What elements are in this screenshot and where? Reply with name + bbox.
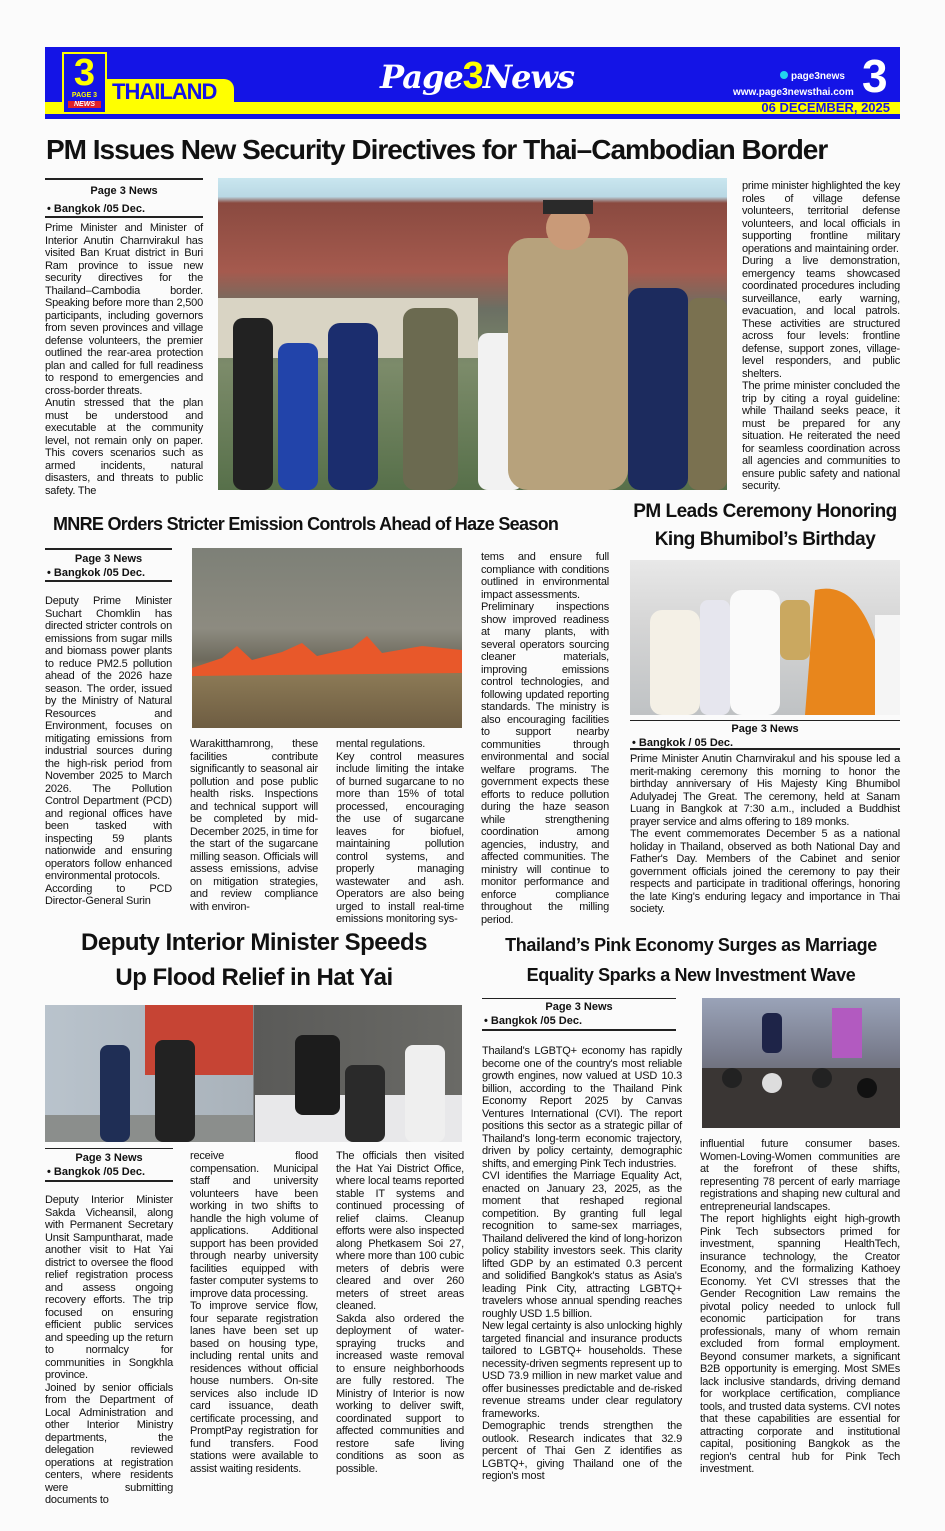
paragraph: tems and ensure full compliance with conditions outlined in environmental impact assessments. xyxy=(481,551,609,601)
byline-dateline: • Bangkok /05 Dec. xyxy=(47,567,146,579)
headline-line: PM Leads Ceremony Honoring xyxy=(633,501,897,522)
article-column xyxy=(45,595,172,908)
social-text: page3news xyxy=(791,71,845,82)
article-column xyxy=(742,180,900,493)
paragraph: Deputy Prime Minister Suchart Chomklin has directed stricter controls on emissions from sugar mills and biomass power plants to reduce PM2.5 pollution ahead of the 2026 haze season. The order, issued by the Ministry of Natural Resources and Environment, focuses on mitigating emissions from industrial sources during the high-risk period from November 2025 to March 2026. The Pollution Control Department (PCD) and regional offices have been tasked with inspecting 59 plants nationwide and ensuring operators follow enhanced environmental protocols. xyxy=(45,595,172,882)
paragraph: CVI identifies the Marriage Equality Act, enacted on January 23, 2025, as the moment that reshaped regional competition. By granting full legal recognition to same-sex marriages, Thailand delivered the kind of long-horizon policy stability investors seek. This clarity lifted GDP by an estimated 0.3 percent and solidified Bangkok's status as Asia's leading Pink City, attracting LGBTQ+ travelers whose annual spending reaches roughly USD 1.5 billion. xyxy=(482,1170,682,1320)
article-column xyxy=(700,1138,900,1476)
paragraph: The event commemorates December 5 as a national holiday in Thailand, observed as both National Day and Father's Day. Members of the Cabinet and senior government officials joined the ceremony to pay their respects and participate in traditional offerings, honoring the late King's enduring legacy and importance in Thai society. xyxy=(630,828,900,915)
logo-number: 3 xyxy=(73,52,96,94)
photo-flames xyxy=(192,548,462,728)
photo-flood-relief xyxy=(45,1005,462,1142)
social-handle[interactable] xyxy=(780,71,845,82)
byline xyxy=(45,1148,173,1182)
paragraph: During a live demonstration, emergency teams showcased coordinated procedures including surveillance, early warning, evacuation, and local patrols. These activities are structured across four levels: frontline defense, support zones, village-level responders, and public shelters. xyxy=(742,255,900,380)
headline-line: King Bhumibol’s Birthday xyxy=(654,529,876,550)
byline-dateline: • Bangkok /05 Dec. xyxy=(47,1166,146,1178)
article-column xyxy=(630,753,900,916)
paragraph: Deputy Interior Minister Sakda Vicheansil, along with Permanent Secretary Unsit Sampuntharat, made another visit to Hat Yai district to oversee the flood relief registration process and assess ongoing recovery efforts. The trip focused on ensuring efficient public services and speeding up the return to normalcy for communities in Songkhla province. xyxy=(45,1194,173,1381)
byline-dateline: • Bangkok / 05 Dec. xyxy=(632,737,734,749)
byline xyxy=(45,548,172,582)
photo-figures xyxy=(630,560,900,715)
section-tab xyxy=(104,79,234,105)
byline-source: Page 3 News xyxy=(731,723,799,735)
masthead-right: News xyxy=(482,58,574,96)
headline-flood-relief xyxy=(45,925,463,995)
article-column xyxy=(336,738,464,926)
website-link[interactable]: www.page3newsthai.com xyxy=(733,87,854,98)
byline xyxy=(482,998,676,1031)
article-column xyxy=(481,551,609,926)
headline-line: Thailand’s Pink Economy Surges as Marriage xyxy=(505,935,877,955)
headline-ceremony xyxy=(630,498,900,554)
logo-ribbon: NEWS xyxy=(68,101,101,108)
headline-line: Up Flood Relief in Hat Yai xyxy=(115,964,393,991)
paragraph: prime minister highlighted the key roles of village defense volunteers, territorial defense volunteers, and local officials in supporting frontline military operations and maintaining order. xyxy=(742,180,900,255)
paragraph: influential future consumer bases. Women-Loving-Women communities are at the forefront of these shifts, representing 78 percent of early marriage registrations and shaping new cultural and entrepreneurial landscapes. xyxy=(700,1138,900,1213)
issue-date: 06 DECEMBER, 2025 xyxy=(761,100,890,115)
headline-pink-economy xyxy=(482,930,900,990)
paragraph: receive flood compensation. Municipal staff and university volunteers have been working in two shifts to handle the high volume of applications. Additional support has been provided through nearby university facilities equipped with faster computer systems to improve data processing. xyxy=(190,1150,318,1300)
paragraph: Key control measures include limiting the intake of burned sugarcane to no more than 15% of total processed, encouraging the use of sugarcane leaves for biofuel, maintaining pollution control systems, and properly managing wastewater and ash. Operators are also being urged to install real-time emissions monitoring sys- xyxy=(336,750,464,925)
masthead-title xyxy=(380,52,580,102)
byline-source: Page 3 News xyxy=(90,185,158,197)
byline xyxy=(630,720,900,750)
article-column xyxy=(45,222,203,497)
masthead-left: Page xyxy=(380,58,463,96)
paragraph: Joined by senior officials from the Department of Local Administration and other Interior Ministry departments, the delegation reviewed operations at registration centers, where residents were submitting documents to xyxy=(45,1381,173,1506)
byline-dateline: • Bangkok /05 Dec. xyxy=(47,203,146,215)
paragraph: Thailand's LGBTQ+ economy has rapidly become one of the country's most reliable growth engines, now valued at USD 10.3 billion, according to the Thailand Pink Economy Report 2025 by Canvas Ventures International (CVI). The report positions this sector as a strategic pillar of Thailand's long-term economic trajectory, driven by policy certainty, demographic shifts, and emerging Pink Tech industries. xyxy=(482,1045,682,1170)
article-column xyxy=(482,1045,682,1483)
masthead-num: 3 xyxy=(462,55,483,97)
article-column xyxy=(336,1150,464,1475)
article-column xyxy=(190,738,318,913)
paragraph: Preliminary inspections show improved readiness at many plants, with several operators sourcing cleaner materials, improving emissions control technologies, and following updated reporting standards. The ministry is also encouraging facilities to support nearby communities through environmental and social welfare programs. The government expects these efforts to reduce pollution during the haze season while strengthening coordination among agencies, industry, and affected communities. The ministry will continue to monitor performance and enforce compliance throughout the milling period. xyxy=(481,601,609,926)
article-column xyxy=(190,1150,318,1475)
article-column xyxy=(45,1194,173,1507)
paragraph: mental regulations. xyxy=(336,738,426,750)
photo-field-fire xyxy=(192,548,462,728)
byline-source: Page 3 News xyxy=(545,1001,613,1013)
section-label: THAILAND xyxy=(112,79,217,104)
paragraph: Sakda also ordered the deployment of water-spraying trucks and increased waste removal to ensure neighborhoods are fully restored. The Ministry of Interior is now working to deliver swift, coordinated support to affected communities and restore safe living conditions as soon as possible. xyxy=(336,1312,464,1475)
paragraph: According to PCD Director-General Surin xyxy=(45,882,172,907)
photo-pm-salute xyxy=(218,178,727,490)
paragraph: The officials then visited the Hat Yai District Office, where local teams reported stable IT systems and continued processing of relief claims. Cleanup efforts were also inspected along Phetkasem Soi 27, where more than 100 cubic meters of debris were cleared and over 260 meters of street areas cleaned. xyxy=(336,1150,464,1312)
paragraph: Prime Minister and Minister of Interior Anutin Charnvirakul has visited Ban Kruat district in Buri Ram province to issue new security directives for the Thailand–Cambodia border. Speaking before more than 2,500 participants, including governors from seven provinces and village defense volunteers, the premier outlined the rear-area protection plan and called for full readiness to respond to emergencies and cross-border threats. xyxy=(45,222,203,397)
paragraph: Demographic trends strengthen the outlook. Research indicates that 32.9 percent of Thai Gen Z identifies as LGBTQ+, giving Thailand one of the region's most xyxy=(482,1420,682,1482)
paragraph: Prime Minister Anutin Charnvirakul and his spouse led a merit-making ceremony this morning to honor the birthday anniversary of His Majesty King Bhumibol Adulyadej The Great. The ceremony, held at Sanam Luang in Bangkok at 7:30 a.m., included a Buddhist prayer service and alms offering to 189 monks. xyxy=(630,753,900,828)
photo-merit-ceremony xyxy=(630,560,900,715)
headline-line: Equality Sparks a New Investment Wave xyxy=(526,965,856,985)
headline-mnre: MNRE Orders Stricter Emission Controls Ahead of Haze Season xyxy=(53,514,559,534)
paragraph: Anutin stressed that the plan must be understood and executable at the community level, not remain only on paper. This covers scenarios such as armed incidents, natural disasters, and threats to public safety. The xyxy=(45,397,203,497)
photo-figures xyxy=(45,1005,462,1142)
byline xyxy=(45,178,203,218)
photo-pink-economy-event xyxy=(702,998,900,1128)
paragraph: The prime minister concluded the trip by citing a royal guideline: while Thailand seeks peace, it must be prepared for any situation. He reiterated the need for seamless coordination across all agencies and communities to ensure public safety and national security. xyxy=(742,380,900,492)
page-number: 3 xyxy=(862,50,888,102)
logo-sub: PAGE 3 xyxy=(71,92,98,99)
paragraph: The report highlights eight high-growth Pink Tech subsectors primed for investment, spanning HealthTech, insurance technology, the Creator Economy, and the formalizing Kathoey Economy. Yet CVI stresses that the Gender Recognition Law remains the pivotal policy needed to unlock full economic participation for trans professionals, many of whom remain excluded from formal employment. Beyond consumer markets, a significant B2B opportunity is emerging. Most SMEs lack inclusive standards, driving demand for workplace certification, compliance tools, and trusted data systems. CVI notes that these capabilities are essential for attracting corporate and institutional capital, positioning Bangkok as the region's central hub for Pink Tech investment. xyxy=(700,1213,900,1475)
byline-source: Page 3 News xyxy=(74,553,143,565)
paragraph: New legal certainty is also unlocking highly targeted financial and insurance products tailored to LGBTQ+ households. These necessity-driven segments represent up to USD 73.9 million in new market value and offer businesses predictable and de-risked revenue streams under clear regulatory frameworks. xyxy=(482,1320,682,1420)
photo-figures xyxy=(702,998,900,1128)
paragraph: To improve service flow, four separate registration lanes have been set up based on housing type, including rental units and residences without official house numbers. On-site services also include ID card issuance, death certificate processing, and PromptPay registration for fund transfers. Food stations were available to assist waiting residents. xyxy=(190,1300,318,1475)
headline-border-security: PM Issues New Security Directives for Thai–Cambodian Border xyxy=(46,134,828,165)
photo-figures xyxy=(218,178,727,490)
byline-dateline: • Bangkok /05 Dec. xyxy=(484,1015,583,1027)
social-dot-icon xyxy=(780,71,788,79)
headline-line: Deputy Interior Minister Speeds xyxy=(81,929,427,956)
byline-source: Page 3 News xyxy=(75,1152,143,1164)
paragraph: Warakitthamrong, these facilities contribute significantly to seasonal air pollution and pose public health risks. Inspections and technical support will be completed by mid-December 2025, in time for the start of the sugarcane milling season. Officials will assess emissions, advise on mitigation strategies, and review compliance with environ- xyxy=(190,738,318,913)
page3-logo xyxy=(62,52,107,114)
